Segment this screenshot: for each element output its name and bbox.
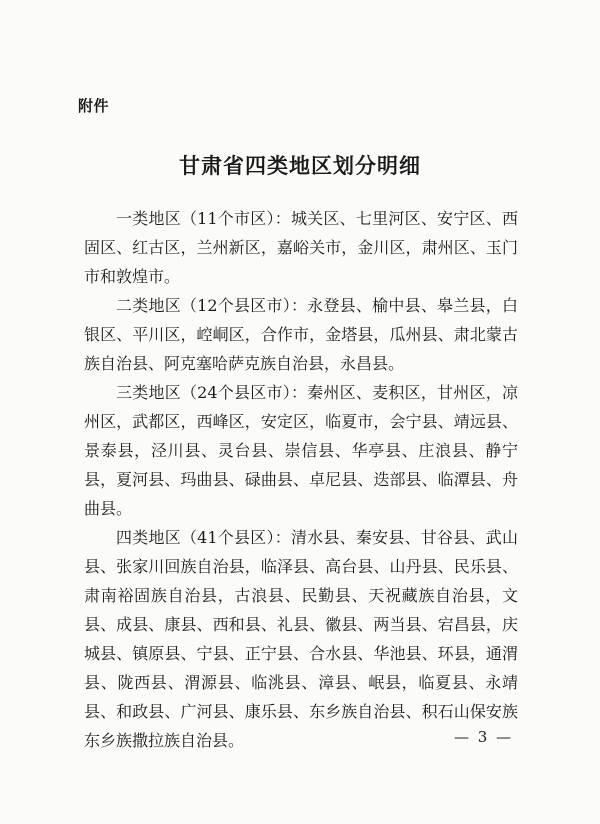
document-body — [84, 204, 518, 755]
attachment-label: 附件 — [78, 97, 110, 115]
paragraph-class-1: 一类地区（11个市区）：城关区、七里河区、安宁区、西固区、红古区，兰州新区，嘉峪关市，金川区，肃州区、玉门市和敦煌市。 — [84, 209, 518, 286]
paragraph-class-2: 二类地区（12个县区市）：永登县、榆中县、皋兰县，白银区、平川区，崆峒区，合作市，金塔县，瓜州县、肃北蒙古族自治县、阿克塞哈萨克族自治县，永昌县。 — [84, 296, 518, 373]
paragraph-class-4: 四类地区（41个县区）：清水县、秦安县、甘谷县、武山县、张家川回族自治县，临泽县、高台县、山丹县、民乐县、肃南裕固族自治县，古浪县、民勤县、天祝藏族自治县，文县、成县、康县、西和县、礼县、徽县、两当县、宕昌县，庆城县、镇原县、宁县、正宁县、合水县、华池县、环县，通渭县、陇西县、渭源县、临洮县、漳县、岷县，临夏县、永靖县、和政县、广河县、康乐县、东乡族自治县、积石山保安族东乡族撒拉族自治县。 — [84, 528, 518, 750]
page-number: — 3 — — [454, 728, 514, 746]
document-title: 甘肃省四类地区划分明细 — [179, 154, 421, 178]
paragraph-class-3: 三类地区（24个县区市）：秦州区、麦积区，甘州区，凉州区，武都区，西峰区，安定区，临夏市，会宁县、靖远县、景泰县，泾川县、灵台县、崇信县、华亭县、庄浪县、静宁县，夏河县、玛曲县、碌曲县、卓尼县、迭部县、临潭县、舟曲县。 — [84, 383, 518, 518]
